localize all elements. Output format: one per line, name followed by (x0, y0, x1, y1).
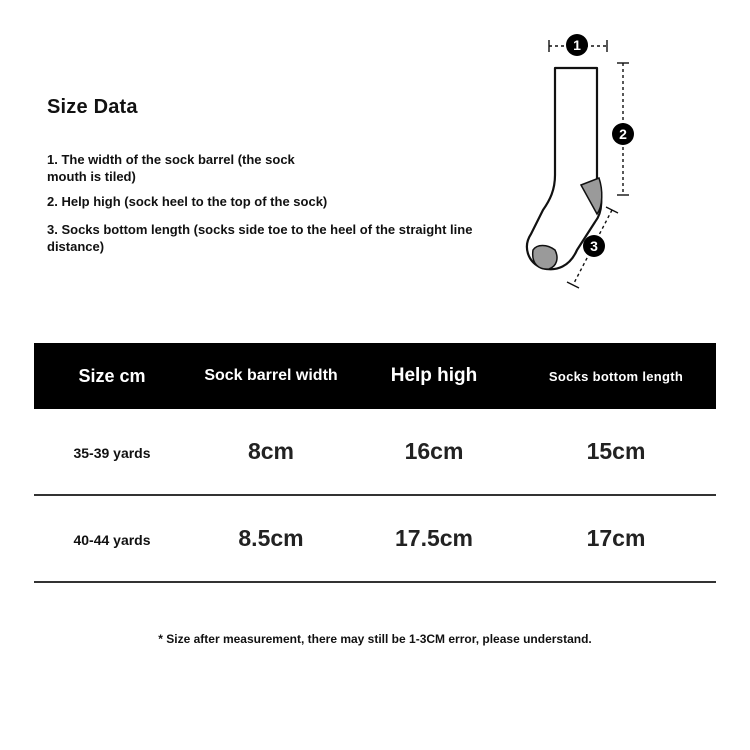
marker-1-label: 1 (573, 37, 581, 53)
description-barrel-width: 1. The width of the sock barrel (the sock mouth is tiled) (47, 152, 295, 184)
row-bottom-length: 17cm (586, 525, 646, 551)
table-header (34, 343, 716, 409)
header-bottom-length: Socks bottom length (548, 368, 684, 384)
marker-3-label: 3 (590, 238, 598, 254)
row-help-high: 16cm (404, 438, 464, 464)
size-table (34, 343, 716, 583)
description-help-high: 2. Help high (sock heel to the top of the sock) (47, 194, 328, 209)
description-bottom-length: 3. Socks bottom length (socks side toe to the heel of the straight line distance) (47, 222, 473, 254)
row-barrel-width: 8cm (247, 438, 295, 464)
sock-toe-icon (533, 246, 557, 270)
header-barrel-width: Sock barrel width (204, 367, 338, 384)
sock-diagram (515, 30, 645, 300)
row-barrel-width: 8.5cm (238, 525, 304, 551)
size-data-title: Size Data (47, 96, 138, 118)
row-bottom-length: 15cm (586, 438, 646, 464)
table-row (34, 409, 716, 496)
header-help-high: Help high (390, 365, 478, 386)
measurement-note: * Size after measurement, there may still be 1-3CM error, please understand. (158, 632, 592, 646)
header-size: Size cm (78, 365, 146, 386)
row-help-high: 17.5cm (394, 525, 473, 551)
row-size: 35-39 yards (73, 444, 151, 461)
row-size: 40-44 yards (73, 531, 151, 548)
marker-2-label: 2 (619, 126, 627, 142)
table-row (34, 496, 716, 583)
